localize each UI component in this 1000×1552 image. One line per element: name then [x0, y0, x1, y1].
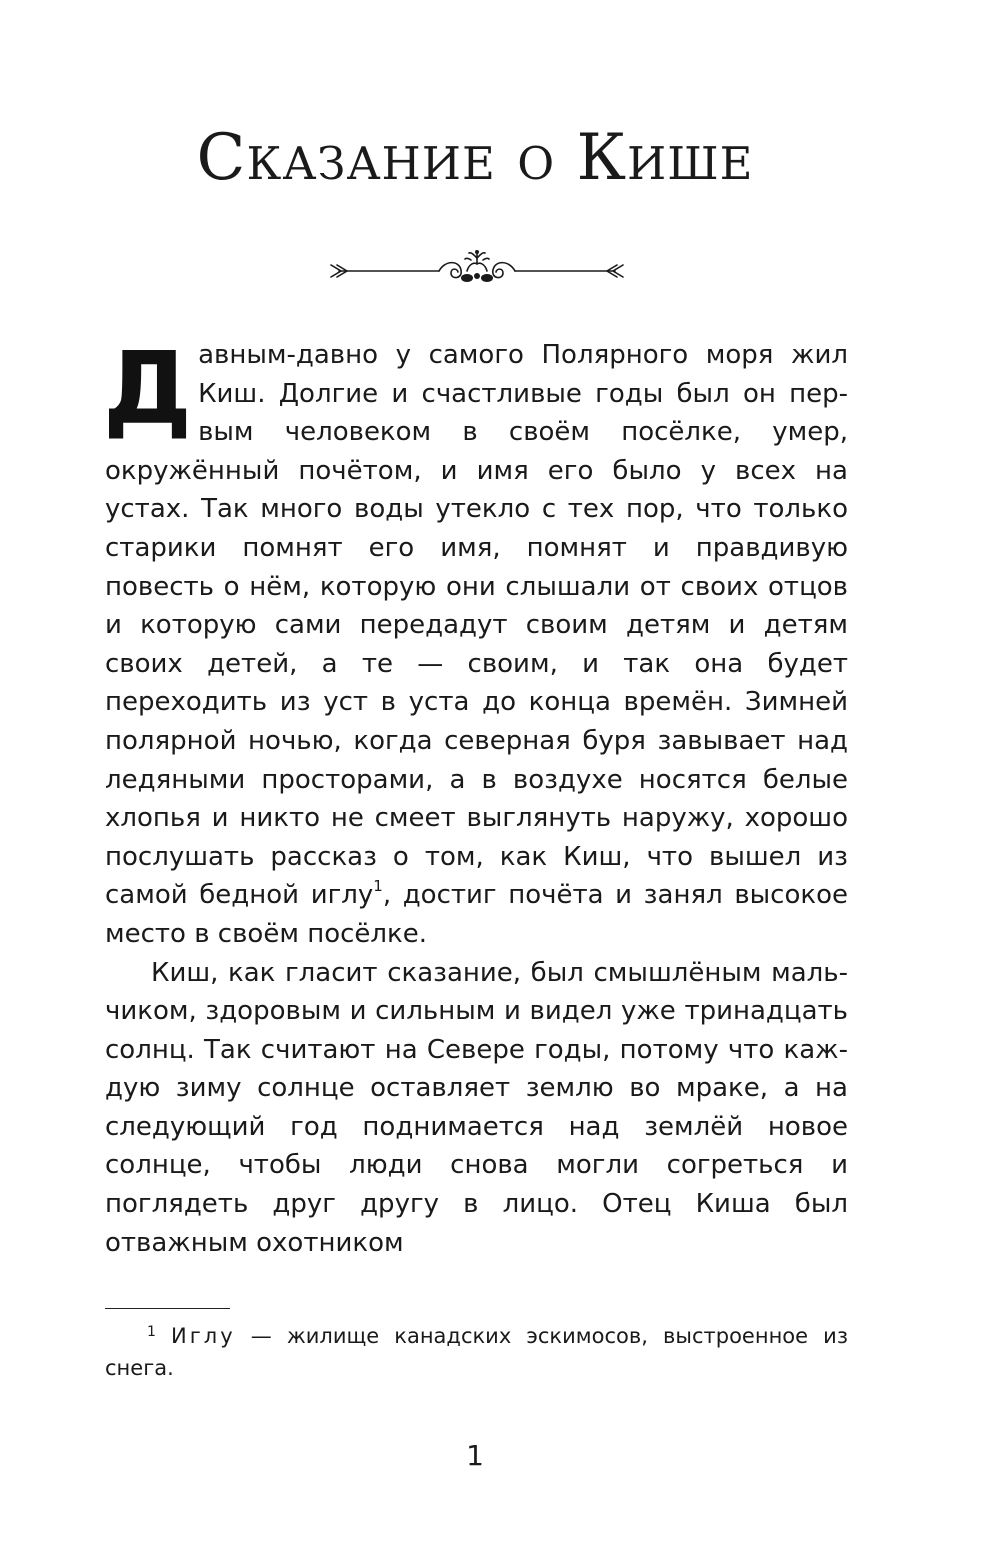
footnote-reference[interactable]: 1 — [373, 877, 383, 896]
drop-cap: Д — [103, 330, 193, 447]
footnote-divider — [105, 1308, 230, 1309]
chapter-body — [103, 330, 848, 1262]
chapter-title: Сказание о Кише — [196, 121, 754, 195]
paragraph-2: Киш, как гласит сказание, был смышлёным мальчиком, здоровым и сильным и видел уже тринадцать солнц. Так считают на Севере годы, потому что каждую зиму солнце оставляет землю во мраке, а на следующий год поднимается над землёй новое солнце, чтобы люди снова могли согреться и поглядеть друг другу в лицо. Отец Киша был отважным охотником — [105, 957, 848, 1258]
footnote-number: 1 — [147, 1324, 156, 1340]
paragraph-1 — [103, 330, 848, 954]
page-number: 1 — [466, 1439, 484, 1472]
paragraph-1-text-end: , достиг почёта и занял высокое место в своём посёлке. — [105, 880, 848, 949]
vignette-flourish-icon — [327, 246, 627, 290]
paragraph-1-text: авным-давно у самого Полярного моря жил Киш. Долгие и счастливые годы был он первым человеком в своём посёлке, умер, окружённый почётом, и имя его было у всех на устах. Так много воды утекло с тех пор, что только старики помнят его имя, помнят и правдивую повесть о нём, которую они слышали от своих отцов и которую сами передадут своим детям и детям своих детей, а те — своим, и так она будет переходить из уст в уста до конца времён. Зимней полярной ночью, когда северная буря завывает над ледяными просторами, а в воздухе носятся белые хлопья и никто не смеет выглянуть наружу, хорошо послушать рассказ о том, как Киш, что вышел из самой бедной иглу — [105, 340, 848, 911]
footnote — [105, 1320, 848, 1384]
footnote-text: — жилище канадских эскимосов, выстроенное из снега. — [105, 1324, 848, 1380]
footnote-term: Иглу — [171, 1324, 236, 1348]
